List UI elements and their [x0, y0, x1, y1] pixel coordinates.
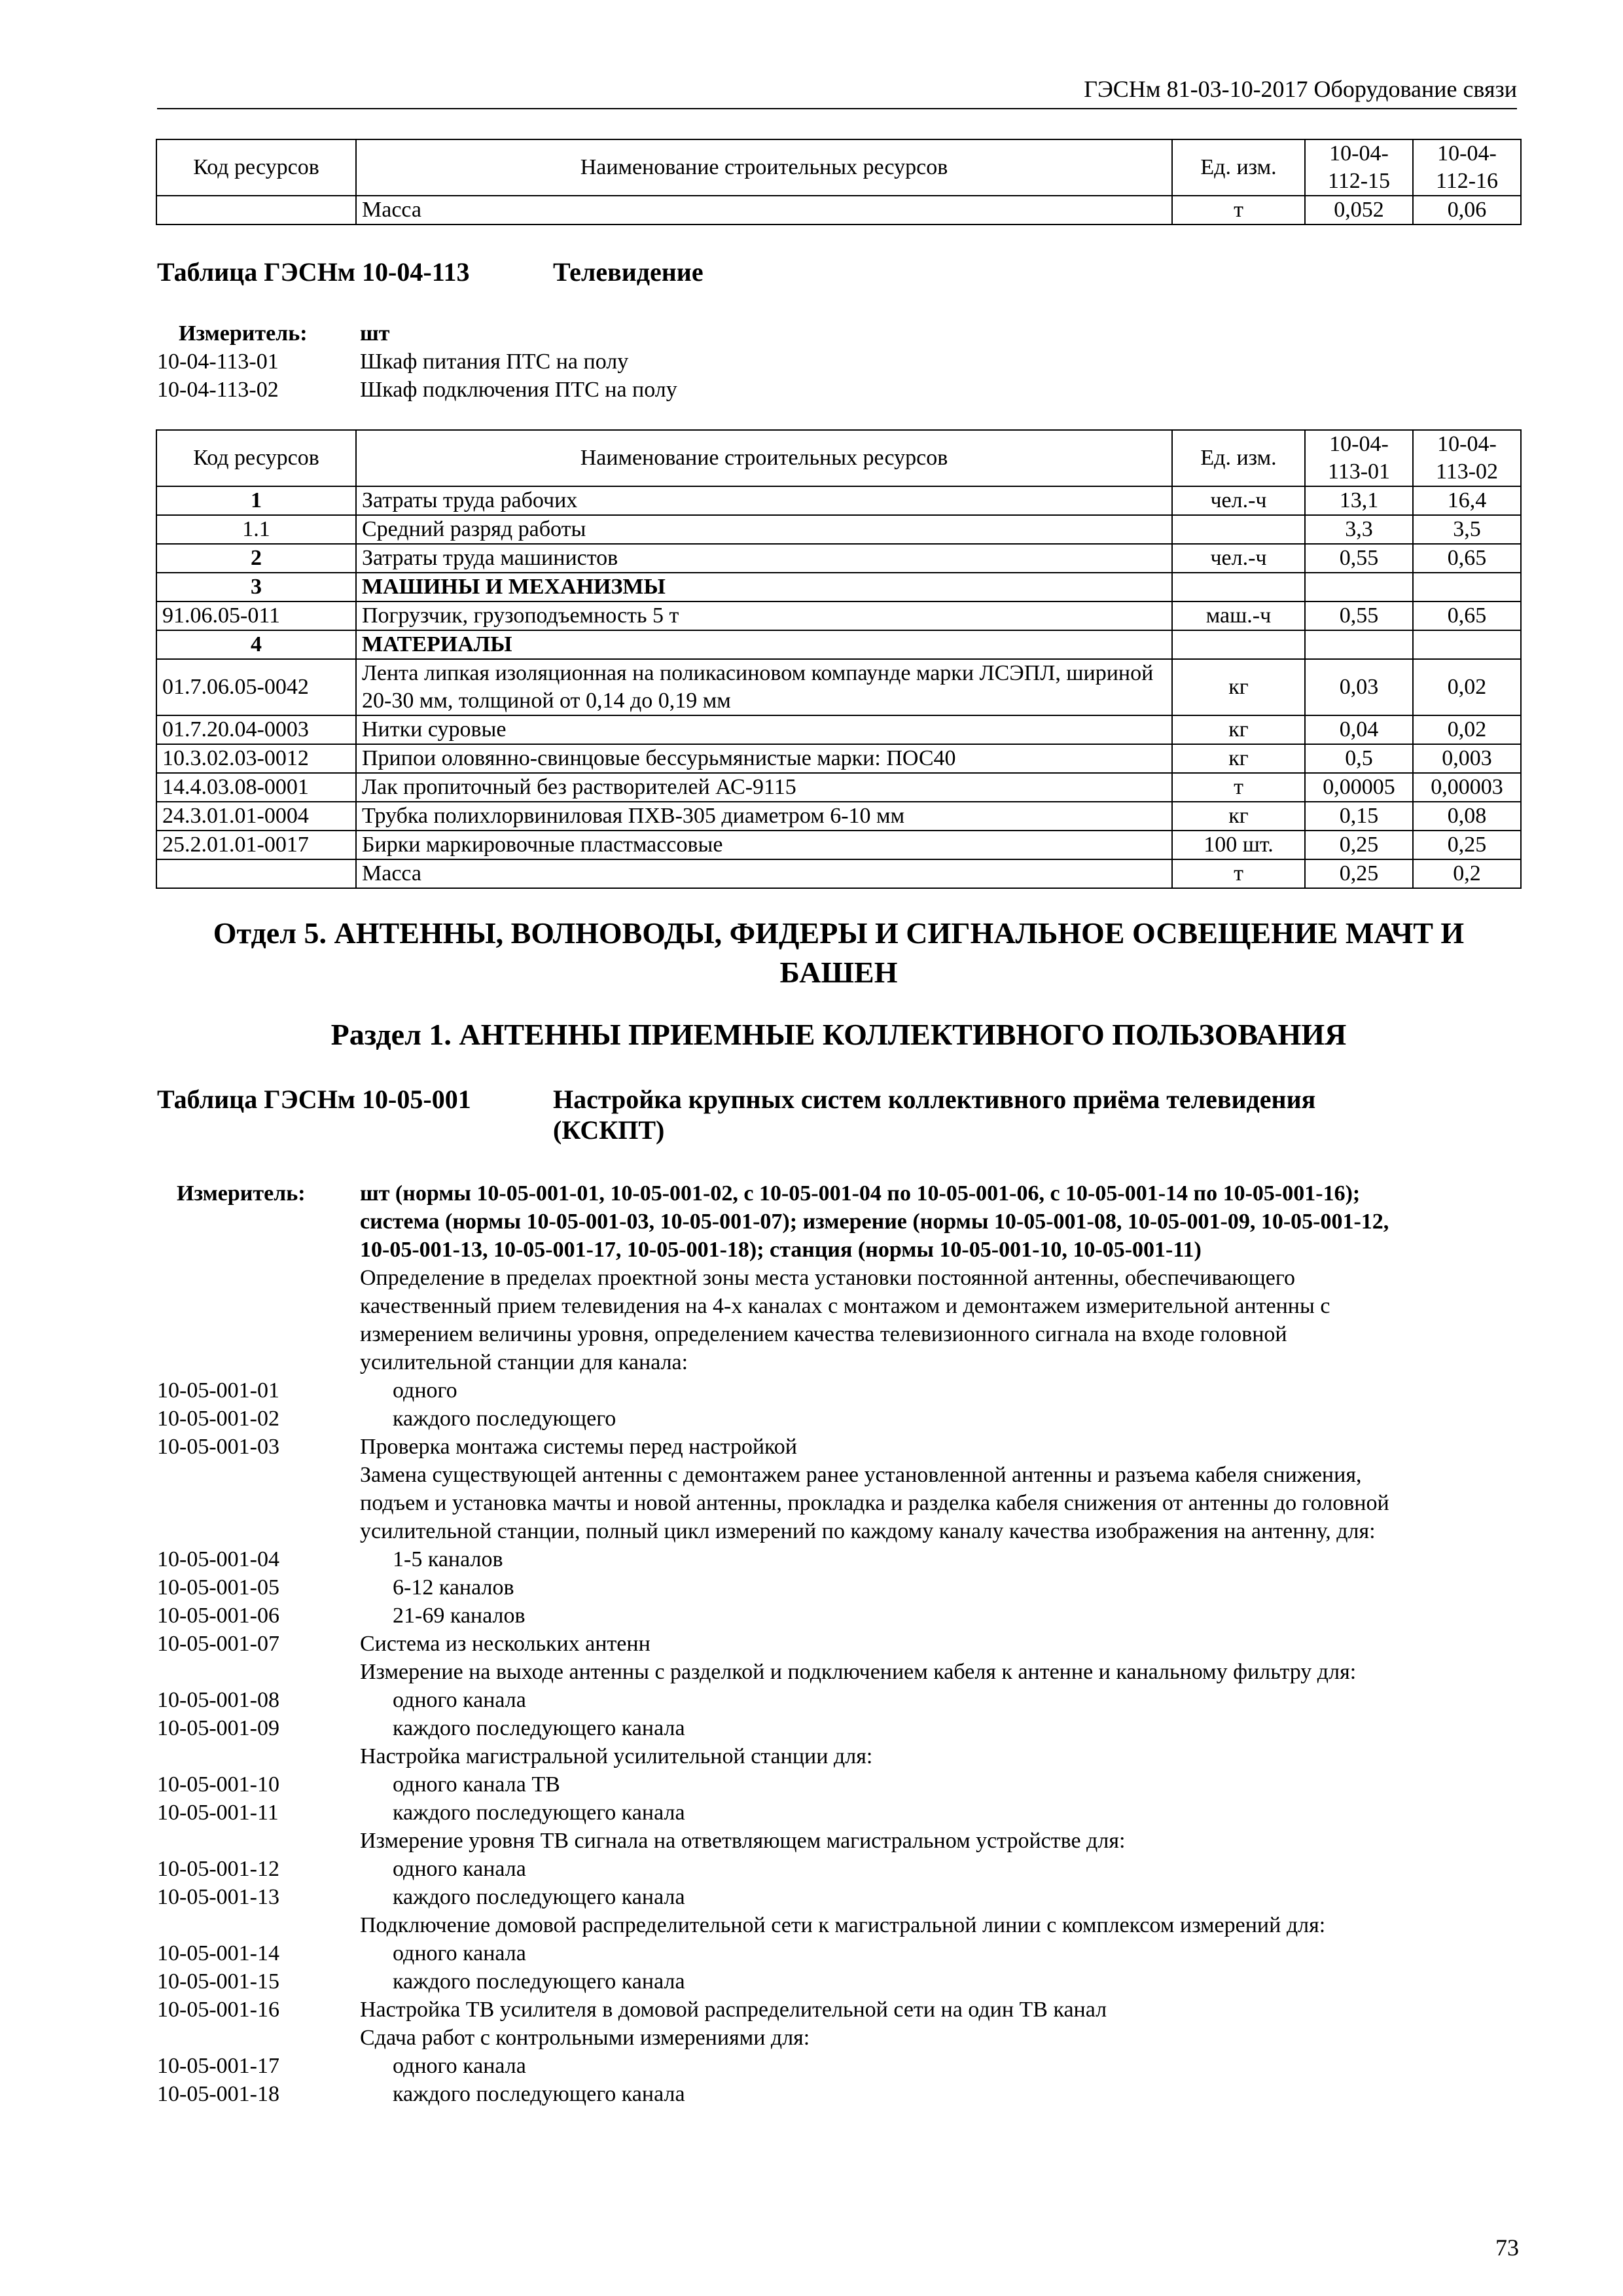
table-row — [156, 196, 1521, 224]
norm-text: Подключение домовой распределительной сети к магистральной линии с комплексом измерений для: — [360, 1913, 1326, 1937]
norm-text: усилительной станции, полный цикл измерений по каждому каналу качества изображения на антенну, для: — [360, 1519, 1376, 1543]
cell-value-1: 0,15 — [1305, 802, 1413, 831]
cell-name: Нитки суровые — [356, 715, 1172, 744]
norm-code — [157, 1461, 360, 1489]
cell-value-1: 13,1 — [1305, 486, 1413, 515]
norm-text: каждого последующего канала — [393, 2082, 685, 2106]
norm-text: подъем и установка мачты и новой антенны, прокладка и разделка кабеля снижения от антенны до головной — [360, 1491, 1389, 1515]
measure-label: Измеритель: — [179, 321, 308, 346]
norm-text: Измерение на выходе антенны с разделкой и подключением кабеля к антенне и канальному фильтру для: — [360, 1660, 1357, 1684]
norm-code: 10-04-113-01 — [157, 350, 279, 374]
col-header-unit: Ед. изм. — [1172, 139, 1305, 196]
cell-unit: т — [1172, 196, 1305, 224]
cell-code: 3 — [156, 573, 356, 601]
cell-code: 1 — [156, 486, 356, 515]
cell-unit: т — [1172, 773, 1305, 802]
section-heading-otdel-5: Отдел 5. АНТЕННЫ, ВОЛНОВОДЫ, ФИДЕРЫ И СИГНАЛЬНОЕ ОСВЕЩЕНИЕ МАЧТ И БАШЕН — [213, 916, 1465, 989]
cell-name: Затраты труда машинистов — [356, 544, 1172, 573]
norm-code: 10-05-001-04 — [157, 1547, 279, 1571]
norm-text: каждого последующего канала — [393, 1969, 685, 1994]
norm-code: 10-05-001-13 — [157, 1885, 279, 1909]
table-row — [156, 486, 1521, 515]
table-113-name: Телевидение — [553, 257, 704, 287]
norm-item — [157, 2052, 1525, 2080]
norm-text: Шкаф питания ПТС на полу — [360, 350, 629, 374]
norm-item — [157, 1433, 1525, 1461]
norm-text: одного — [393, 1378, 457, 1403]
cell-value-1: 0,55 — [1305, 601, 1413, 630]
cell-code: 25.2.01.01-0017 — [156, 831, 356, 859]
norm-text: одного канала — [393, 1941, 526, 1965]
cell-name: Средний разряд работы — [356, 515, 1172, 544]
cell-value-2: 0,65 — [1413, 544, 1521, 573]
cell-unit — [1172, 573, 1305, 601]
table-row — [156, 630, 1521, 659]
norm-code: 10-05-001-02 — [157, 1407, 279, 1431]
norm-text: усилительной станции для канала: — [360, 1350, 688, 1374]
cell-unit: 100 шт. — [1172, 831, 1305, 859]
norm-text: Определение в пределах проектной зоны места установки постоянной антенны, обеспечивающего — [360, 1266, 1295, 1290]
cell-value-2: 0,08 — [1413, 802, 1521, 831]
norm-item — [157, 1996, 1525, 2024]
norm-item — [157, 1742, 1525, 1770]
norm-item — [157, 348, 1525, 376]
norm-item — [157, 1517, 1525, 1545]
norm-text: Настройка магистральной усилительной станции для: — [360, 1744, 873, 1768]
norm-code: 10-05-001-11 — [157, 1801, 279, 1825]
cell-value-2: 0,06 — [1413, 196, 1521, 224]
col-header-norm-1: 10-04- 112-15 — [1305, 139, 1413, 196]
norm-item — [157, 1911, 1525, 1939]
norm-item — [157, 1405, 1525, 1433]
cell-value-1 — [1305, 573, 1413, 601]
norm-item — [157, 1461, 1525, 1489]
col-header-unit: Ед. изм. — [1172, 430, 1305, 486]
cell-unit: т — [1172, 859, 1305, 888]
cell-name: МАТЕРИАЛЫ — [356, 630, 1172, 659]
norm-text: Сдача работ с контрольными измерениями для: — [360, 2026, 810, 2050]
measure-value: шт (нормы 10-05-001-01, 10-05-001-02, с 10-05-001-04 по 10-05-001-06, с 10-05-001-14 по 10-05-001-16); система (нормы 10-05-001-03, 10-05-001-07); измерение (нормы 10-05-001-08, 10-05-001-09, 10-05-001-12, 10-05-001-13, 10-05-001-17, 10-05-001-18); станция (нормы 10-05-001-10, 10-05-001-11) — [360, 1181, 1389, 1262]
cell-code: 10.3.02.03-0012 — [156, 744, 356, 773]
norm-text: Проверка монтажа системы перед настройкой — [360, 1435, 797, 1459]
cell-name: Масса — [356, 859, 1172, 888]
norm-text: каждого последующего — [393, 1407, 616, 1431]
norm-code — [157, 1489, 360, 1517]
table-row — [156, 859, 1521, 888]
cell-name: Трубка полихлорвиниловая ПХВ-305 диаметром 6-10 мм — [356, 802, 1172, 831]
cell-value-2: 0,00003 — [1413, 773, 1521, 802]
norm-code — [157, 1658, 360, 1686]
table-row — [156, 715, 1521, 744]
norm-text: измерением величины уровня, определением качества телевизионного сигнала на входе головной — [360, 1322, 1287, 1346]
cell-code: 2 — [156, 544, 356, 573]
norm-code: 10-05-001-12 — [157, 1857, 279, 1881]
col-header-code: Код ресурсов — [156, 139, 356, 196]
table-header-row — [156, 139, 1521, 196]
cell-name: Лента липкая изоляционная на поликасиновом компаунде марки ЛСЭПЛ, шириной 20-30 мм, толщиной от 0,14 до 0,19 мм — [356, 659, 1172, 715]
cell-name: Лак пропиточный без растворителей АС-9115 — [356, 773, 1172, 802]
table-row — [156, 744, 1521, 773]
norm-code: 10-05-001-16 — [157, 1998, 279, 2022]
table-row — [156, 573, 1521, 601]
cell-code: 01.7.06.05-0042 — [156, 659, 356, 715]
norm-text: одного канала — [393, 2054, 526, 2078]
norm-code — [157, 2024, 360, 2052]
norm-item — [157, 1264, 1525, 1292]
norm-code: 10-05-001-17 — [157, 2054, 279, 2078]
cell-code: 01.7.20.04-0003 — [156, 715, 356, 744]
col-header-norm-1: 10-04- 113-01 — [1305, 430, 1413, 486]
cell-name: Затраты труда рабочих — [356, 486, 1172, 515]
norm-text: Система из нескольких антенн — [360, 1632, 651, 1656]
col-header-norm-2: 10-04- 113-02 — [1413, 430, 1521, 486]
norm-text: Измерение уровня ТВ сигнала на ответвляющем магистральном устройстве для: — [360, 1829, 1126, 1853]
measure-label: Измеритель: — [177, 1181, 306, 1206]
col-header-name: Наименование строительных ресурсов — [356, 430, 1172, 486]
cell-code: 91.06.05-011 — [156, 601, 356, 630]
table-row — [156, 601, 1521, 630]
norm-text: каждого последующего канала — [393, 1801, 685, 1825]
norm-item — [157, 1545, 1525, 1573]
table-113-code: Таблица ГЭСНм 10-04-113 — [157, 257, 470, 287]
norm-item — [157, 1292, 1525, 1320]
cell-value-1: 3,3 — [1305, 515, 1413, 544]
cell-value-2: 0,003 — [1413, 744, 1521, 773]
norm-item — [157, 376, 1525, 404]
table-row — [156, 515, 1521, 544]
norm-code: 10-05-001-05 — [157, 1575, 279, 1600]
table-row — [156, 544, 1521, 573]
table-header-row — [156, 430, 1521, 486]
norm-code — [157, 1827, 360, 1855]
cell-unit: кг — [1172, 659, 1305, 715]
page-number: 73 — [1495, 2234, 1519, 2261]
norm-text: 21-69 каналов — [393, 1604, 526, 1628]
norm-text: одного канала ТВ — [393, 1772, 560, 1797]
cell-code: 1.1 — [156, 515, 356, 544]
cell-code: 14.4.03.08-0001 — [156, 773, 356, 802]
cell-unit: кг — [1172, 715, 1305, 744]
norm-item — [157, 1799, 1525, 1827]
norm-item — [157, 1376, 1525, 1405]
cell-name: МАШИНЫ И МЕХАНИЗМЫ — [356, 573, 1172, 601]
table-001-title — [157, 1084, 1315, 1145]
norm-item — [157, 1602, 1525, 1630]
cell-unit: чел.-ч — [1172, 486, 1305, 515]
table-row — [156, 802, 1521, 831]
norm-code: 10-05-001-06 — [157, 1604, 279, 1628]
cell-name: Припои оловянно-свинцовые бессурьмянистые марки: ПОС40 — [356, 744, 1172, 773]
norm-item — [157, 1855, 1525, 1883]
norm-item — [157, 1827, 1525, 1855]
norm-code: 10-04-113-02 — [157, 378, 279, 402]
norm-item — [157, 1770, 1525, 1799]
norm-text: 6-12 каналов — [393, 1575, 514, 1600]
norm-code — [157, 1742, 360, 1770]
cell-value-1: 0,25 — [1305, 859, 1413, 888]
norm-item — [157, 1489, 1525, 1517]
norm-code — [157, 1348, 360, 1376]
norm-code: 10-05-001-14 — [157, 1941, 279, 1965]
table-row — [156, 773, 1521, 802]
cell-value-2 — [1413, 630, 1521, 659]
norm-text: 1-5 каналов — [393, 1547, 503, 1571]
norm-code — [157, 1292, 360, 1320]
cell-name: Масса — [356, 196, 1172, 224]
resource-table-113 — [156, 429, 1522, 889]
norm-text: качественный прием телевидения на 4-х каналах с монтажом и демонтажем измерительной антенны с — [360, 1294, 1330, 1318]
cell-value-2: 0,02 — [1413, 659, 1521, 715]
cell-value-2: 16,4 — [1413, 486, 1521, 515]
norm-item — [157, 2024, 1525, 2052]
norm-item — [157, 2080, 1525, 2108]
cell-value-1: 0,052 — [1305, 196, 1413, 224]
cell-value-2 — [1413, 573, 1521, 601]
table-113-measure — [157, 319, 1525, 404]
norm-code: 10-05-001-03 — [157, 1435, 279, 1459]
norm-code: 10-05-001-09 — [157, 1716, 279, 1740]
resource-table-112 — [156, 139, 1522, 225]
cell-code: 24.3.01.01-0004 — [156, 802, 356, 831]
norm-item — [157, 1939, 1525, 1967]
norm-code: 10-05-001-18 — [157, 2082, 279, 2106]
cell-unit: кг — [1172, 744, 1305, 773]
cell-unit: чел.-ч — [1172, 544, 1305, 573]
norm-item — [157, 1658, 1525, 1686]
norm-item — [157, 1320, 1525, 1348]
norm-item — [157, 1967, 1525, 1996]
cell-value-2: 0,2 — [1413, 859, 1521, 888]
cell-unit: маш.-ч — [1172, 601, 1305, 630]
norm-item — [157, 1630, 1525, 1658]
table-001-measure — [157, 1179, 1525, 2108]
norm-item — [157, 1883, 1525, 1911]
norm-code — [157, 1911, 360, 1939]
norm-item — [157, 1714, 1525, 1742]
norm-code: 10-05-001-07 — [157, 1632, 279, 1656]
cell-code — [156, 859, 356, 888]
cell-value-1: 0,04 — [1305, 715, 1413, 744]
norm-item — [157, 1686, 1525, 1714]
cell-value-1: 0,5 — [1305, 744, 1413, 773]
cell-value-2: 0,65 — [1413, 601, 1521, 630]
running-header: ГЭСНм 81-03-10-2017 Оборудование связи — [157, 75, 1517, 109]
norm-code — [157, 1320, 360, 1348]
norm-text: одного канала — [393, 1857, 526, 1881]
cell-value-2: 3,5 — [1413, 515, 1521, 544]
cell-value-1 — [1305, 630, 1413, 659]
norm-text: Настройка ТВ усилителя в домовой распределительной сети на один ТВ канал — [360, 1998, 1107, 2022]
table-113-title — [157, 257, 704, 287]
table-001-code: Таблица ГЭСНм 10-05-001 — [157, 1085, 471, 1114]
cell-unit — [1172, 515, 1305, 544]
norm-code: 10-05-001-15 — [157, 1969, 279, 1994]
norm-text: одного канала — [393, 1688, 526, 1712]
norm-text: каждого последующего канала — [393, 1885, 685, 1909]
cell-value-1: 0,25 — [1305, 831, 1413, 859]
cell-name: Погрузчик, грузоподъемность 5 т — [356, 601, 1172, 630]
cell-value-1: 0,55 — [1305, 544, 1413, 573]
col-header-norm-2: 10-04- 112-16 — [1413, 139, 1521, 196]
subsection-heading-razdel-1: Раздел 1. АНТЕННЫ ПРИЕМНЫЕ КОЛЛЕКТИВНОГО ПОЛЬЗОВАНИЯ — [330, 1018, 1347, 1051]
col-header-code: Код ресурсов — [156, 430, 356, 486]
norm-code — [157, 1264, 360, 1292]
norm-text: каждого последующего канала — [393, 1716, 685, 1740]
cell-value-1: 0,00005 — [1305, 773, 1413, 802]
cell-value-2: 0,02 — [1413, 715, 1521, 744]
norm-code: 10-05-001-01 — [157, 1378, 279, 1403]
cell-name: Бирки маркировочные пластмассовые — [356, 831, 1172, 859]
cell-code — [156, 196, 356, 224]
cell-value-2: 0,25 — [1413, 831, 1521, 859]
cell-value-1: 0,03 — [1305, 659, 1413, 715]
norm-code — [157, 1517, 360, 1545]
norm-item — [157, 1573, 1525, 1602]
norm-item — [157, 1348, 1525, 1376]
norm-text: Шкаф подключения ПТС на полу — [360, 378, 677, 402]
norm-code: 10-05-001-08 — [157, 1688, 279, 1712]
table-row — [156, 659, 1521, 715]
norm-code: 10-05-001-10 — [157, 1772, 279, 1797]
cell-unit — [1172, 630, 1305, 659]
col-header-name: Наименование строительных ресурсов — [356, 139, 1172, 196]
table-001-name: Настройка крупных систем коллективного приёма телевидения (КСКПТ) — [553, 1085, 1316, 1145]
table-row — [156, 831, 1521, 859]
norm-text: Замена существующей антенны с демонтажем ранее установленной антенны и разъема кабеля снижения, — [360, 1463, 1362, 1487]
measure-value: шт — [360, 321, 390, 346]
cell-unit: кг — [1172, 802, 1305, 831]
cell-code: 4 — [156, 630, 356, 659]
